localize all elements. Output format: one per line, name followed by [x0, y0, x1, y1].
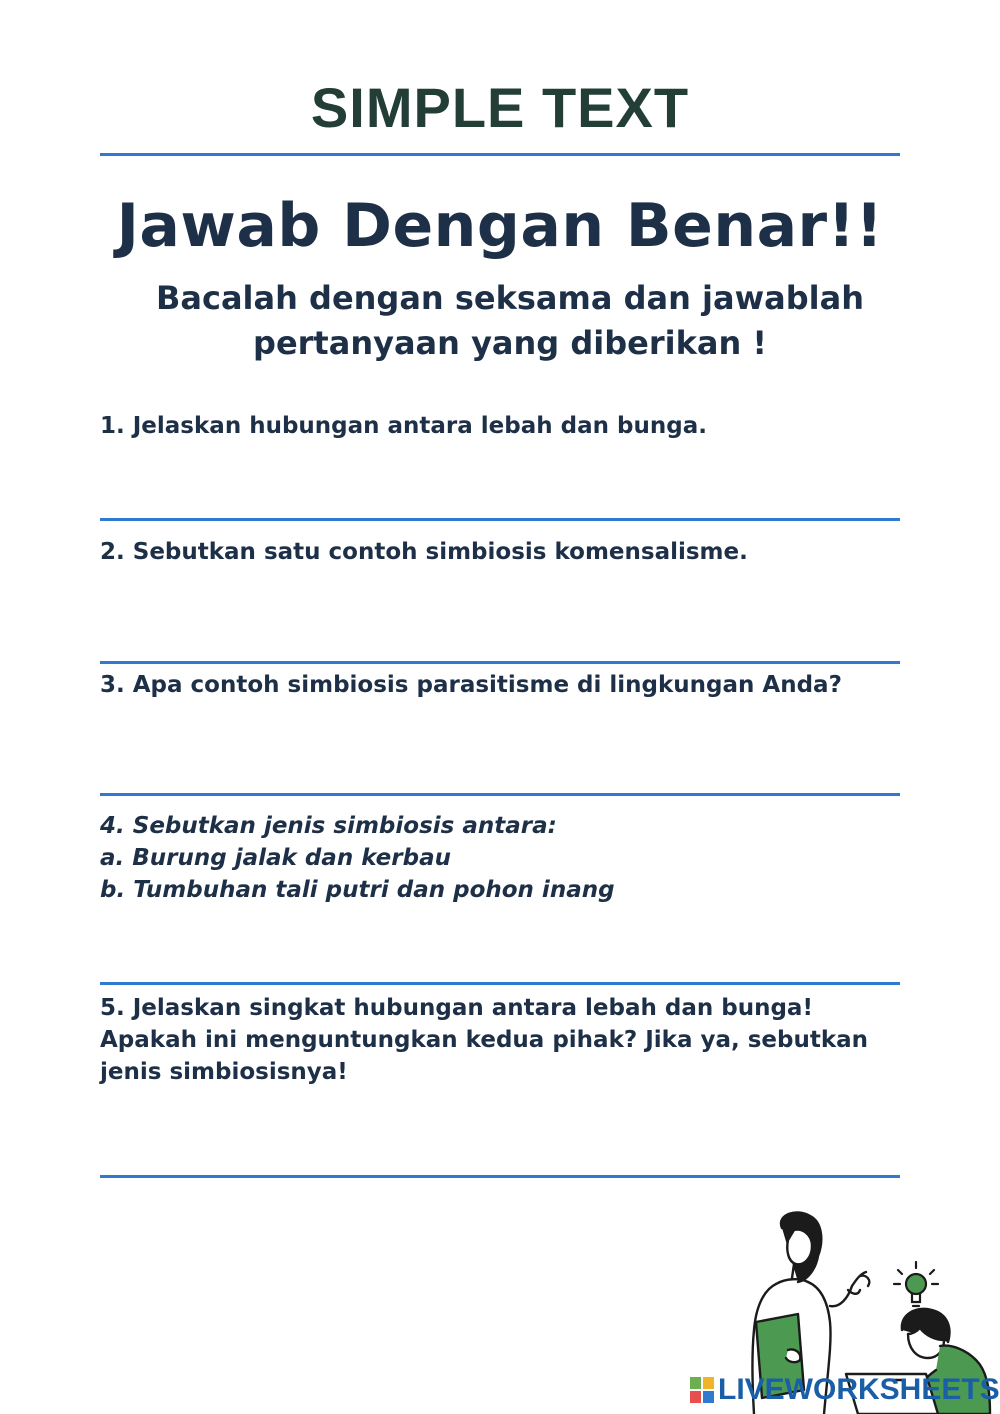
question-1 [100, 410, 900, 442]
question-5-line-3: jenis simbiosisnya! [100, 1059, 348, 1085]
instructions-line-1: Bacalah dengan seksama dan jawablah [156, 279, 864, 317]
answer-line-5[interactable] [100, 1175, 900, 1178]
answer-line-2[interactable] [100, 661, 900, 664]
question-3-text: 3. Apa contoh simbiosis parasitisme di lingkungan Anda? [100, 672, 842, 698]
watermark [690, 1372, 1000, 1408]
question-4-option-b: b. Tumbuhan tali putri dan pohon inang [100, 877, 615, 903]
instructions [120, 276, 900, 366]
question-2 [100, 536, 900, 568]
title-divider [100, 153, 900, 156]
question-1-text: 1. Jelaskan hubungan antara lebah dan bunga. [100, 413, 707, 439]
question-4-text: 4. Sebutkan jenis simbiosis antara: [100, 813, 557, 839]
page-title: SIMPLE TEXT [310, 76, 690, 139]
lightbulb-icon [894, 1262, 938, 1306]
watermark-text: LIVEWORKSHEETS [718, 1373, 1000, 1406]
question-5-line-2: Apakah ini menguntungkan kedua pihak? Jika ya, sebutkan [100, 1027, 869, 1053]
liveworksheets-logo-icon [690, 1377, 714, 1403]
question-5 [100, 992, 900, 1088]
instructions-line-2: pertanyaan yang diberikan ! [253, 324, 767, 362]
question-2-text: 2. Sebutkan satu contoh simbiosis komensalisme. [100, 539, 748, 565]
answer-line-3[interactable] [100, 793, 900, 796]
question-4 [100, 810, 900, 906]
answer-line-4[interactable] [100, 982, 900, 985]
headline: Jawab Dengan Benar!! [116, 191, 884, 261]
question-3 [100, 669, 900, 701]
question-5-line-1: 5. Jelaskan singkat hubungan antara lebah dan bunga! [100, 995, 813, 1021]
question-4-option-a: a. Burung jalak dan kerbau [100, 845, 451, 871]
answer-line-1[interactable] [100, 518, 900, 521]
